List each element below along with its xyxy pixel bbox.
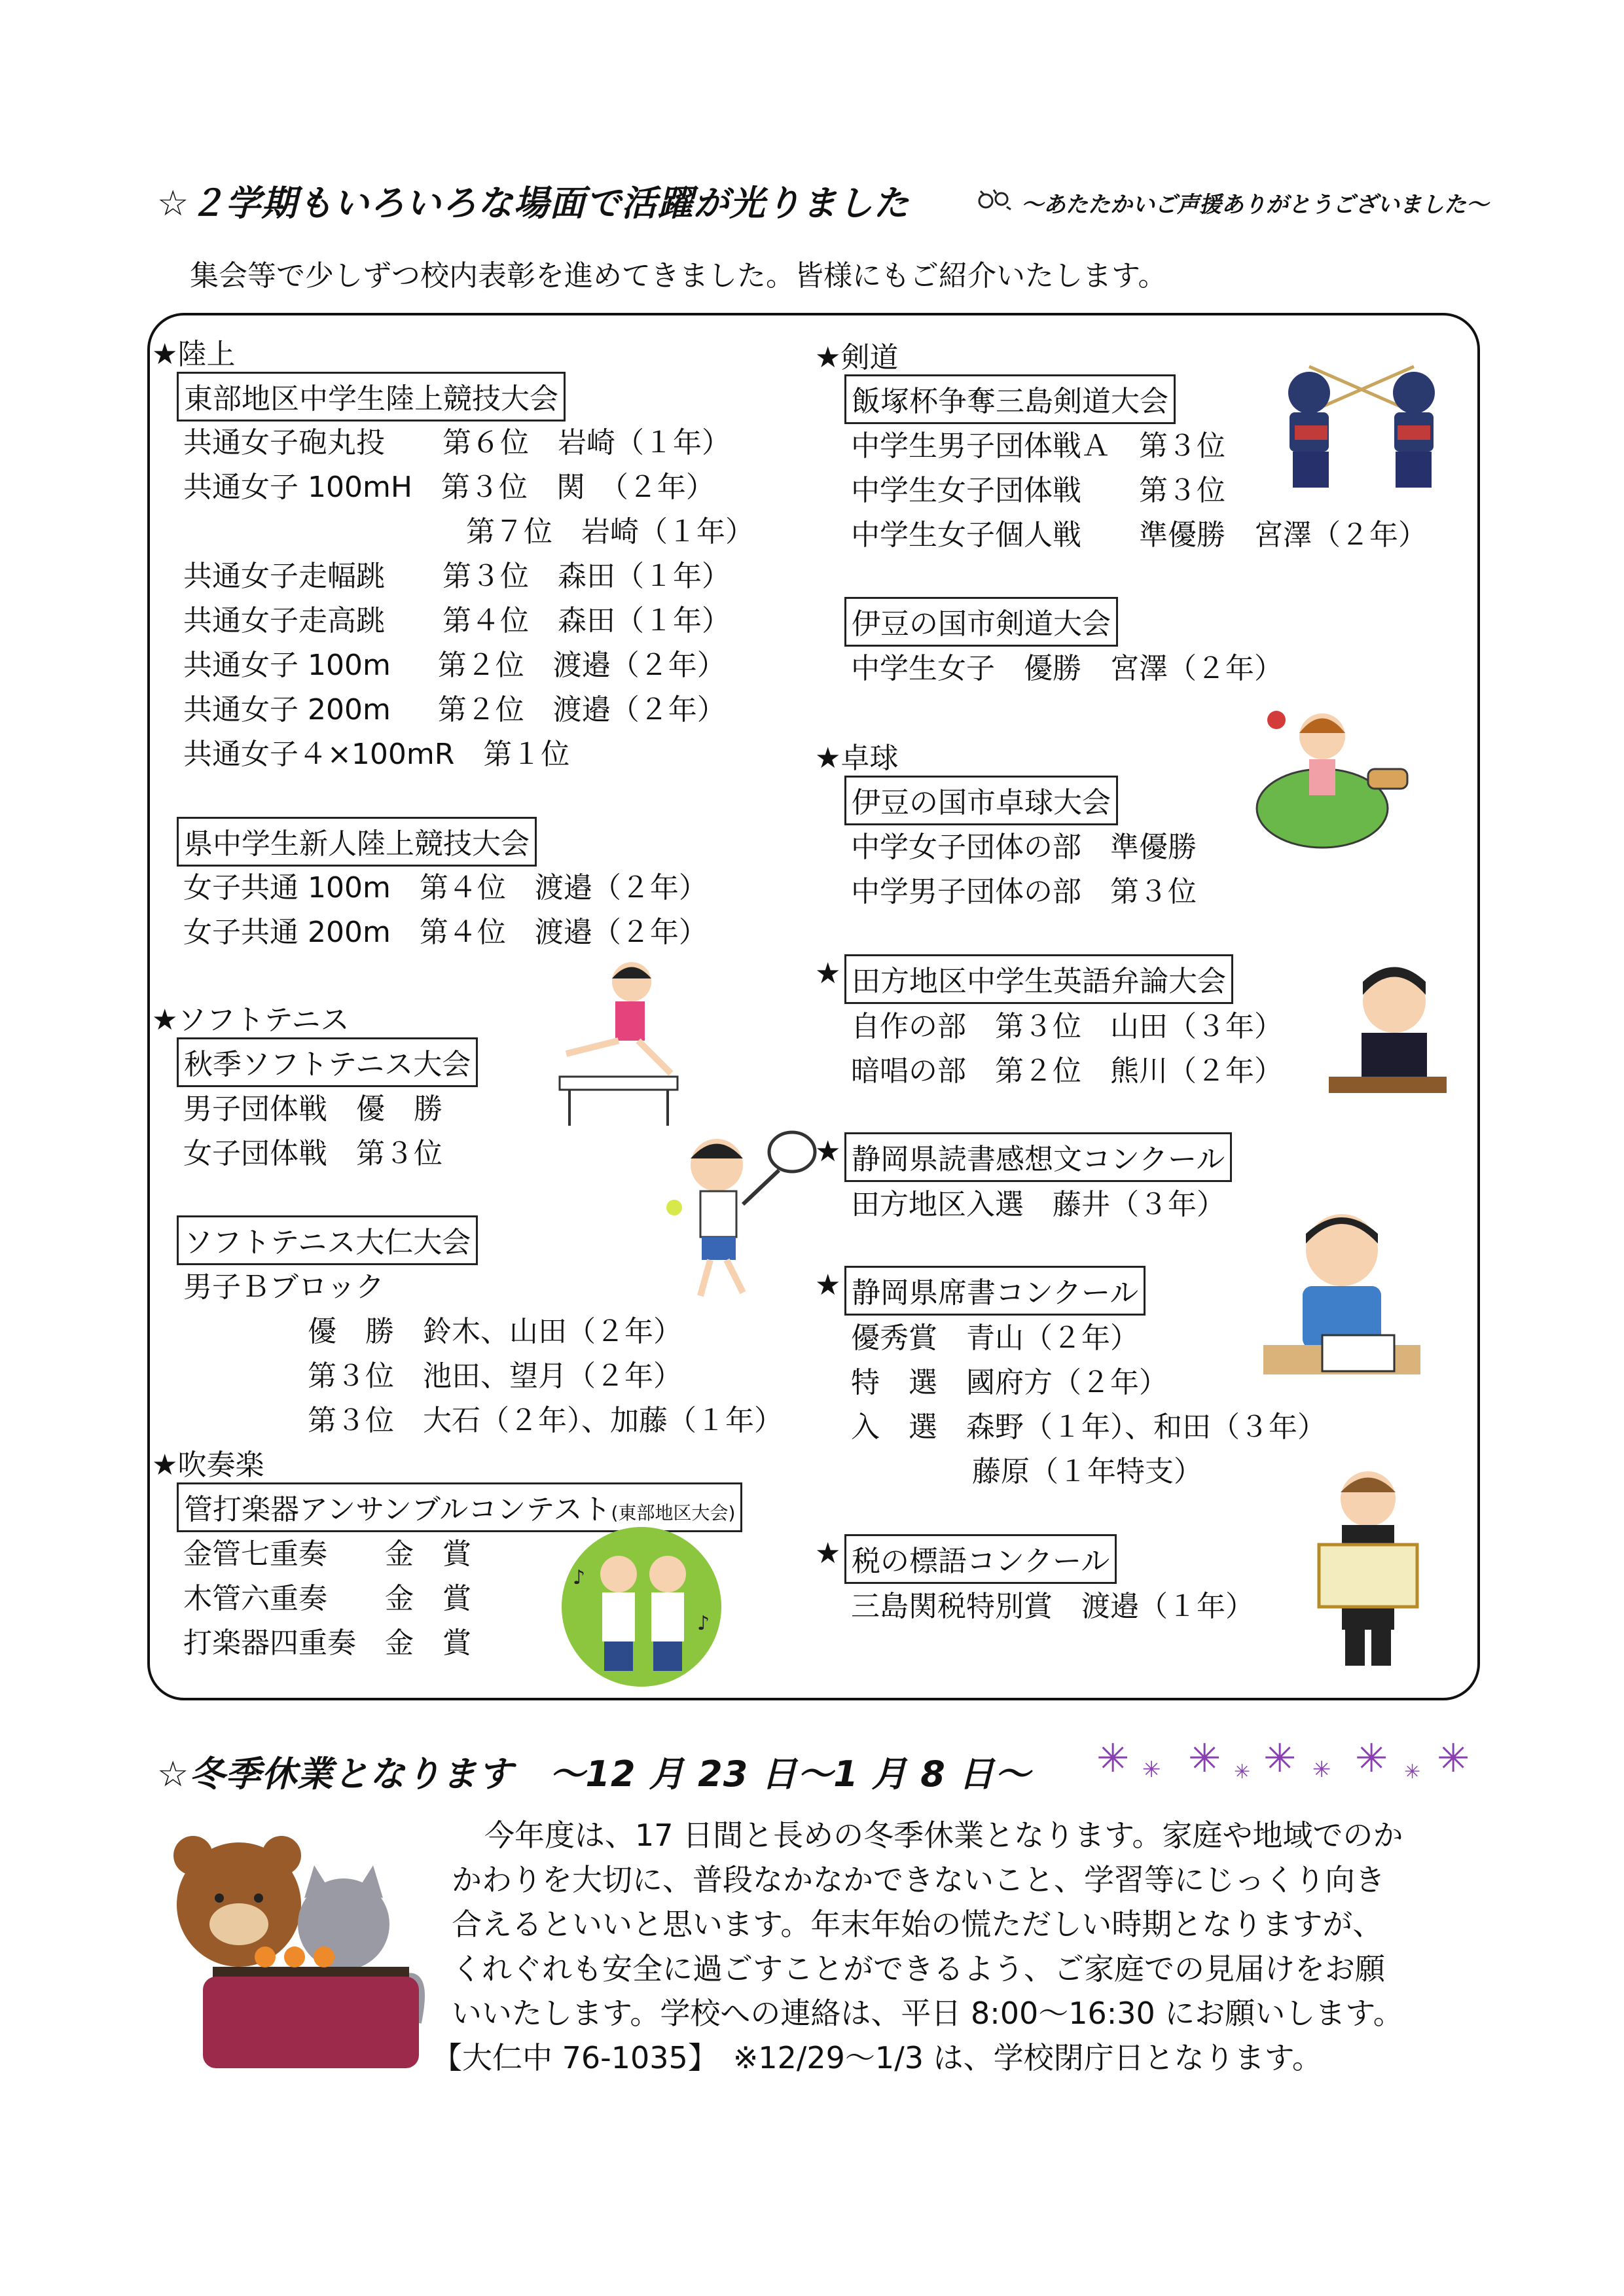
result-row: 打楽器四重奏 金 賞 (183, 1626, 471, 1660)
winter-paragraph-line: かわりを大切に、普段なかなかできないこと、学習等にじっくり向き (452, 1862, 1385, 1897)
svg-text:✳: ✳ (1188, 1736, 1221, 1782)
result-row: 女子団体戦 第３位 (183, 1137, 442, 1170)
result-row: 共通女子走幅跳 第３位 森田（１年） (183, 560, 731, 593)
result-row: 男子団体戦 優 勝 (183, 1092, 442, 1126)
event-title: 田方地区中学生英語弁論大会 (844, 954, 1233, 1004)
event-title: 伊豆の国市剣道大会 (844, 597, 1118, 647)
svg-text:✳: ✳ (1312, 1757, 1331, 1783)
result-row: 優 勝 鈴木、山田（２年） (308, 1315, 682, 1348)
result-row: 中学生男子団体戦Ａ 第３位 (851, 429, 1225, 463)
result-row: 中学男子団体の部 第３位 (851, 875, 1197, 908)
award-illustration (1309, 1460, 1427, 1669)
hurdles-illustration (540, 956, 697, 1132)
page-tagline: ～あたたかいご声援ありがとうございました～ (1021, 192, 1489, 218)
svg-text:♪: ♪ (697, 1612, 710, 1635)
winter-paragraph-line: いいたします。学校への連絡は、平日 8:00～16:30 にお願いします。 (452, 1996, 1403, 2031)
result-row: 藤原（１年特支） (972, 1455, 1202, 1488)
result-row: 入 選 森野（１年）、和田（３年） (851, 1410, 1326, 1444)
page-title: ☆２学期もいろいろな場面で活躍が光りました (157, 183, 910, 224)
result-row: 共通女子走高跳 第４位 森田（１年） (183, 604, 731, 637)
result-row: 第３位 池田、望月（２年） (308, 1359, 682, 1393)
event-title: 県中学生新人陸上競技大会 (177, 817, 537, 867)
svg-text:✳: ✳ (1263, 1736, 1297, 1782)
result-row: 共通女子４×100mR 第１位 (183, 738, 570, 771)
svg-text:✳: ✳ (1234, 1761, 1251, 1784)
result-row: 中学女子団体の部 準優勝 (851, 831, 1197, 864)
result-row: 中学生女子 優勝 宮澤（２年） (851, 652, 1283, 685)
svg-text:✳: ✳ (1437, 1736, 1470, 1782)
result-row: 共通女子 100m 第２位 渡邉（２年） (183, 649, 726, 682)
star-icon: ★ (815, 957, 841, 990)
result-row: 自作の部 第３位 山田（３年） (851, 1010, 1283, 1043)
intro-text: 集会等で少しずつ校内表彰を進めてきました。皆様にもご紹介いたします。 (190, 259, 1167, 293)
section-heading-kendo: ★剣道 (815, 341, 899, 374)
kendo-illustration (1263, 353, 1460, 497)
winter-contact-line: 【大仁中 76-1035】 ※12/29～1/3 は、学校閉庁日となります。 (432, 2040, 1322, 2075)
star-icon: ★ (815, 1135, 841, 1168)
winter-paragraph-line: 今年度は、17 日間と長めの冬季休業となります。家庭や地域でのか (484, 1818, 1403, 1853)
event-title: 伊豆の国市卓球大会 (844, 776, 1118, 825)
result-row: 田方地区入選 藤井（３年） (851, 1188, 1225, 1221)
result-row: 共通女子 200m 第２位 渡邉（２年） (183, 693, 726, 726)
result-row: 第７位 岩崎（１年） (466, 515, 754, 548)
svg-text:✳: ✳ (1096, 1736, 1130, 1782)
result-row: 暗唱の部 第２位 熊川（２年） (851, 1054, 1283, 1088)
star-icon: ★ (815, 1537, 841, 1570)
event-title: 静岡県読書感想文コンクール (844, 1132, 1232, 1182)
event-title-note: (東部地区大会) (611, 1502, 736, 1524)
result-row: 特 選 國府方（２年） (851, 1366, 1168, 1399)
result-row: 第３位 大石（２年）、加藤（１年） (308, 1404, 783, 1437)
svg-text:✳: ✳ (1142, 1757, 1161, 1783)
result-row: 木管六重奏 金 賞 (183, 1582, 471, 1615)
result-row: 金管七重奏 金 賞 (183, 1537, 471, 1571)
event-title-text: 管打楽器アンサンブルコンテスト (184, 1493, 611, 1526)
result-row: 中学生女子個人戦 準優勝 宮澤（２年） (851, 518, 1427, 552)
section-heading-softtennis: ★ソフトテニス (152, 1003, 350, 1037)
result-row: 優秀賞 青山（２年） (851, 1321, 1139, 1355)
result-row: 中学生女子団体戦 第３位 (851, 474, 1225, 507)
event-title: 税の標語コンクール (844, 1534, 1117, 1584)
section-heading-band: ★吹奏楽 (152, 1448, 264, 1482)
event-title: ソフトテニス大仁大会 (177, 1215, 478, 1265)
result-row: 共通女子 100mH 第３位 関 （２年） (183, 471, 715, 504)
kotatsu-illustration (154, 1826, 442, 2075)
table-tennis-illustration (1250, 704, 1420, 861)
section-heading-rikujo: ★陸上 (152, 338, 236, 371)
section-heading-tabletennis: ★卓球 (815, 742, 899, 775)
result-row: 女子共通 100m 第４位 渡邉（２年） (183, 871, 708, 905)
sparkle-decoration (1096, 1731, 1496, 1790)
winter-paragraph-line: くれぐれも安全に過ごすことができるよう、ご家庭での見届けをお願 (452, 1951, 1385, 1986)
tennis-illustration (661, 1126, 831, 1309)
event-title: 飯塚杯争奪三島剣道大会 (844, 374, 1176, 424)
event-title: 静岡県席書コンクール (844, 1266, 1146, 1316)
svg-text:✳: ✳ (1404, 1761, 1421, 1784)
result-row: 三島関税特別賞 渡邉（１年） (851, 1590, 1254, 1623)
winter-paragraph-line: 合えるといいと思います。年末年始の慌ただしい時期となりますが、 (452, 1907, 1383, 1942)
speech-illustration (1322, 956, 1453, 1106)
band-illustration (560, 1525, 723, 1689)
event-title: 秋季ソフトテニス大会 (177, 1037, 478, 1087)
flower-icon (974, 185, 1013, 217)
result-row: 共通女子砲丸投 第６位 岩崎（１年） (183, 426, 731, 459)
svg-text:♪: ♪ (573, 1566, 586, 1589)
svg-text:✳: ✳ (1355, 1736, 1388, 1782)
result-row: 男子Ｂブロック (183, 1270, 385, 1304)
winter-title: ☆冬季休業となります ～12 月 23 日～1 月 8 日～ (157, 1753, 1031, 1795)
result-row: 女子共通 200m 第４位 渡邉（２年） (183, 916, 708, 949)
event-title: 東部地区中学生陸上競技大会 (177, 372, 566, 422)
star-icon: ★ (815, 1268, 841, 1302)
calligraphy-illustration (1257, 1204, 1427, 1394)
